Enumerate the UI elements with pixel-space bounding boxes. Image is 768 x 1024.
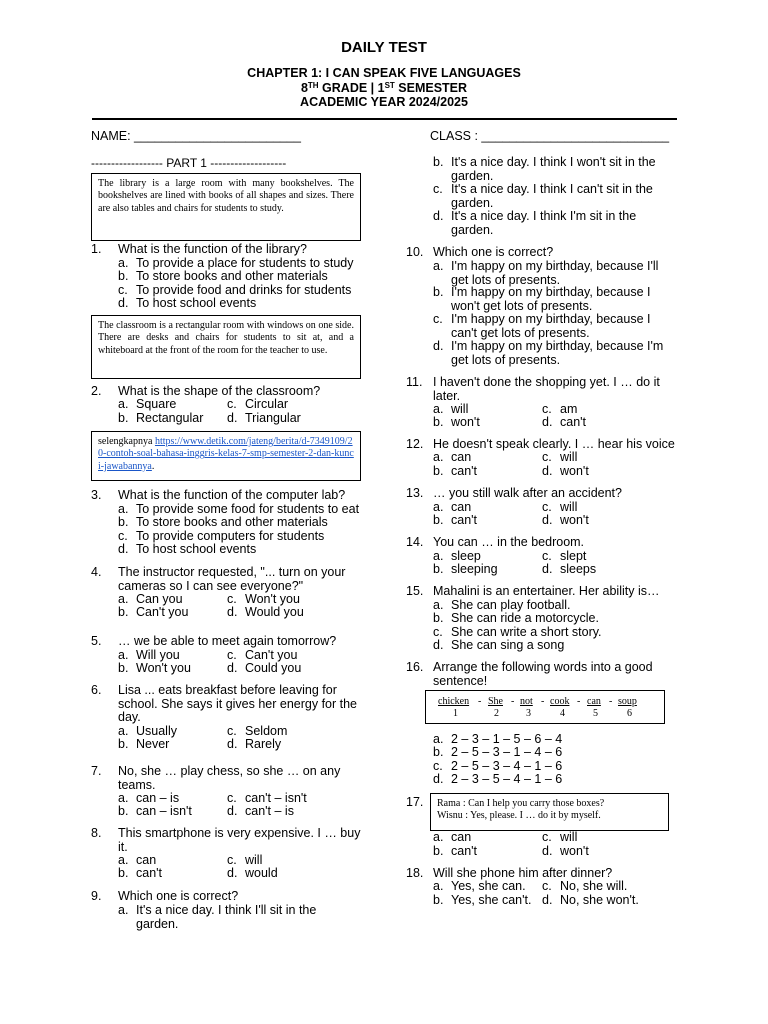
option-text: Yes, she can't. bbox=[451, 893, 532, 907]
option-letter: d. bbox=[227, 866, 238, 880]
question-text: He doesn't speak clearly. I … hear his voice bbox=[433, 437, 675, 451]
question-text-line1: The instructor requested, "... turn on your bbox=[118, 565, 346, 579]
option-text: can – is bbox=[136, 791, 180, 805]
option-letter: a. bbox=[433, 259, 444, 273]
question-number: 15. bbox=[406, 584, 424, 598]
word-5-number: 5 bbox=[593, 708, 598, 719]
option-text-line2: garden. bbox=[451, 195, 494, 210]
question-number: 10. bbox=[406, 245, 424, 259]
option-text: Rarely bbox=[245, 737, 282, 751]
question-text-line2: sentence! bbox=[433, 673, 488, 688]
option-text: To provide food and drinks for students bbox=[136, 283, 352, 297]
word-5: can bbox=[587, 696, 601, 707]
option-text: Can you bbox=[136, 592, 183, 606]
option-letter: a. bbox=[118, 791, 129, 805]
option-letter: b. bbox=[433, 844, 444, 858]
option-letter: d. bbox=[227, 661, 238, 675]
question-number: 3. bbox=[91, 488, 102, 502]
question-text-line1: This smartphone is very expensive. I … buy bbox=[118, 826, 361, 840]
option-letter: c. bbox=[433, 759, 443, 773]
question-number: 13. bbox=[406, 486, 424, 500]
question-text: … you still walk after an accident? bbox=[433, 486, 622, 500]
option-letter: d. bbox=[542, 844, 553, 858]
word-box bbox=[425, 690, 665, 724]
option-letter: d. bbox=[542, 562, 553, 576]
option-text: can't bbox=[451, 844, 478, 858]
option-text: can bbox=[451, 450, 472, 464]
option-text: can't bbox=[451, 513, 478, 527]
word-1: chicken bbox=[438, 696, 470, 707]
option-text: To provide computers for students bbox=[136, 529, 325, 543]
option-text: am bbox=[560, 402, 578, 416]
chapter-title: CHAPTER 1: I CAN SPEAK FIVE LANGUAGES bbox=[247, 66, 521, 80]
option-letter: b. bbox=[118, 605, 129, 619]
question-text-line1: No, she … play chess, so she … on any bbox=[118, 764, 341, 778]
option-text-line2: can't get lots of presents. bbox=[451, 325, 590, 340]
option-text: can't bbox=[451, 464, 478, 478]
option-letter: b. bbox=[433, 464, 444, 478]
question-number: 7. bbox=[91, 764, 102, 778]
option-letter: c. bbox=[542, 450, 552, 464]
option-text-line1: I'm happy on my birthday, because I bbox=[451, 285, 651, 299]
question-text-line3: day. bbox=[118, 710, 141, 724]
option-letter: a. bbox=[118, 256, 129, 270]
option-letter: c. bbox=[542, 830, 552, 844]
option-text: can't bbox=[136, 866, 163, 880]
option-letter: b. bbox=[433, 285, 444, 299]
option-letter: a. bbox=[433, 598, 444, 612]
question-text: Will she phone him after dinner? bbox=[433, 866, 613, 880]
option-letter: c. bbox=[542, 879, 552, 893]
class-field[interactable]: CLASS : ___________________________ bbox=[430, 129, 670, 143]
word-4: cook bbox=[550, 696, 570, 707]
option-letter: b. bbox=[118, 411, 129, 425]
option-text: can bbox=[136, 853, 157, 867]
dialogue-line-2: Wisnu : Yes, please. I … do it by myself. bbox=[437, 810, 601, 822]
question-text: What is the shape of the classroom? bbox=[118, 384, 321, 398]
option-text: Won't you bbox=[245, 592, 300, 606]
option-text: Never bbox=[136, 737, 170, 751]
option-text: slept bbox=[560, 549, 587, 563]
option-text: 2 – 3 – 1 – 5 – 6 – 4 bbox=[451, 732, 563, 746]
option-letter: a. bbox=[433, 402, 444, 416]
option-letter: d. bbox=[118, 542, 129, 556]
word-3-number: 3 bbox=[526, 708, 531, 719]
option-text: can't bbox=[560, 415, 587, 429]
option-letter: a. bbox=[118, 592, 129, 606]
option-letter: b. bbox=[118, 737, 129, 751]
option-letter: b. bbox=[433, 513, 444, 527]
option-text: will bbox=[560, 450, 578, 464]
option-letter: d. bbox=[227, 411, 238, 425]
option-text: can – isn't bbox=[136, 804, 192, 818]
option-letter: a. bbox=[433, 549, 444, 563]
option-letter: b. bbox=[433, 745, 444, 759]
option-text: can bbox=[451, 500, 472, 514]
question-text: What is the function of the computer lab? bbox=[118, 488, 346, 502]
option-letter: b. bbox=[433, 893, 444, 907]
question-text-line2: school. She says it gives her energy for the bbox=[118, 696, 358, 711]
question-number: 2. bbox=[91, 384, 102, 398]
semester-text: SEMESTER bbox=[394, 81, 468, 95]
grade-num: 8 bbox=[300, 81, 308, 95]
dialogue-box bbox=[430, 793, 669, 831]
option-letter: b. bbox=[118, 515, 129, 529]
option-letter: a. bbox=[118, 853, 129, 867]
question-text-line1: I haven't done the shopping yet. I … do it bbox=[433, 375, 660, 389]
question-text-line1: Arrange the following words into a good bbox=[433, 660, 653, 674]
option-letter: a. bbox=[433, 500, 444, 514]
option-letter: d. bbox=[542, 464, 553, 478]
question-text-line1: Lisa ... eats breakfast before leaving for bbox=[118, 683, 337, 697]
question-number: 18. bbox=[406, 866, 424, 880]
question-number: 1. bbox=[91, 242, 102, 256]
word-1-number: 1 bbox=[453, 708, 458, 719]
option-letter: d. bbox=[227, 605, 238, 619]
option-letter: b. bbox=[118, 269, 129, 283]
option-text-line1: It's a nice day. I think I can't sit in the bbox=[451, 182, 653, 196]
question-text: Which one is correct? bbox=[433, 245, 554, 259]
question-number: 8. bbox=[91, 826, 102, 840]
option-text: will bbox=[560, 500, 578, 514]
option-letter: c. bbox=[227, 724, 237, 738]
source-prefix: selengkapnya bbox=[98, 436, 155, 447]
semester-sup: ST bbox=[384, 81, 395, 90]
grade-text: GRADE | 1 bbox=[318, 81, 385, 95]
option-letter: c. bbox=[542, 402, 552, 416]
word-2: She bbox=[488, 696, 503, 707]
option-letter: d. bbox=[542, 893, 553, 907]
option-text-line2: won't get lots of presents. bbox=[451, 298, 593, 313]
option-letter: c. bbox=[433, 625, 443, 639]
option-text-line1: I'm happy on my birthday, because I'll bbox=[451, 259, 659, 273]
question-text-line2: teams. bbox=[118, 777, 156, 792]
option-text: She can ride a motorcycle. bbox=[451, 611, 599, 625]
option-text: will bbox=[560, 830, 578, 844]
option-text-line2: get lots of presents. bbox=[451, 352, 561, 367]
option-letter: b. bbox=[118, 866, 129, 880]
option-text-line1: I'm happy on my birthday, because I bbox=[451, 312, 651, 326]
question-number: 16. bbox=[406, 660, 424, 674]
dash-1: - bbox=[478, 696, 482, 707]
option-letter: c. bbox=[227, 791, 237, 805]
academic-year: ACADEMIC YEAR 2024/2025 bbox=[300, 95, 468, 109]
option-text: Yes, she can. bbox=[451, 879, 526, 893]
question-text: Which one is correct? bbox=[118, 889, 239, 903]
option-text: To host school events bbox=[136, 296, 257, 310]
option-text: would bbox=[245, 866, 278, 880]
option-letter: b. bbox=[118, 661, 129, 675]
option-letter: d. bbox=[433, 209, 444, 223]
source-link[interactable]: https://www.detik.com/jateng/berita/d-7349109/20-contoh-soal-bahasa-inggris-kelas-7-smp-semester-2-dan-kunci-jawabannya bbox=[98, 436, 354, 472]
option-letter: c. bbox=[433, 182, 443, 196]
option-text: She can sing a song bbox=[451, 638, 565, 652]
option-letter: c. bbox=[227, 853, 237, 867]
option-letter: d. bbox=[118, 296, 129, 310]
option-letter: d. bbox=[433, 638, 444, 652]
option-text: To provide a place for students to study bbox=[136, 256, 354, 270]
option-letter: a. bbox=[118, 502, 129, 516]
dash-2: - bbox=[511, 696, 515, 707]
option-text-line1: It's a nice day. I think I'm sit in the bbox=[451, 209, 637, 223]
option-text: To provide some food for students to eat bbox=[136, 502, 360, 516]
question-text: Mahalini is an entertainer. Her ability is… bbox=[433, 584, 660, 598]
header-divider bbox=[92, 118, 677, 120]
option-text-line2: garden. bbox=[136, 916, 179, 931]
question-number: 17. bbox=[406, 795, 424, 809]
option-text: 2 – 3 – 5 – 4 – 1 – 6 bbox=[451, 772, 563, 786]
word-2-number: 2 bbox=[494, 708, 499, 719]
option-letter: c. bbox=[118, 529, 128, 543]
option-letter: d. bbox=[433, 772, 444, 786]
option-text: Won't you bbox=[136, 661, 191, 675]
option-text: can bbox=[451, 830, 472, 844]
option-text: She can play football. bbox=[451, 598, 571, 612]
option-letter: a. bbox=[433, 732, 444, 746]
dash-4: - bbox=[577, 696, 581, 707]
option-text: can't – isn't bbox=[245, 791, 307, 805]
option-text: won't bbox=[560, 513, 589, 527]
question-text: You can … in the bedroom. bbox=[433, 535, 585, 549]
option-letter: d. bbox=[542, 513, 553, 527]
option-text: sleeping bbox=[451, 562, 498, 576]
option-letter: a. bbox=[433, 450, 444, 464]
option-text: Can't you bbox=[245, 648, 298, 662]
word-4-number: 4 bbox=[560, 708, 565, 719]
option-letter: c. bbox=[227, 592, 237, 606]
word-6-number: 6 bbox=[627, 708, 632, 719]
option-letter: c. bbox=[542, 549, 552, 563]
option-letter: a. bbox=[118, 397, 129, 411]
option-text: Usually bbox=[136, 724, 177, 738]
option-letter: c. bbox=[227, 648, 237, 662]
dash-5: - bbox=[609, 696, 613, 707]
question-number: 4. bbox=[91, 565, 102, 579]
grade-sup: TH bbox=[307, 81, 319, 90]
option-letter: b. bbox=[118, 804, 129, 818]
option-text: won't bbox=[451, 415, 480, 429]
question-text: … we be able to meet again tomorrow? bbox=[118, 634, 337, 648]
grade-line bbox=[0, 81, 768, 95]
option-text: Can't you bbox=[136, 605, 189, 619]
option-letter: c. bbox=[542, 500, 552, 514]
option-text-line2: garden. bbox=[451, 168, 494, 183]
option-letter: b. bbox=[433, 611, 444, 625]
question-text-line2: it. bbox=[118, 839, 128, 854]
option-letter: d. bbox=[542, 415, 553, 429]
library-passage: The library is a large room with many bookshelves. The bookshelves are lined with books of all shapes and sizes. There are also tables and chairs for students to study. bbox=[91, 173, 361, 241]
option-text: No, she won't. bbox=[560, 893, 639, 907]
option-text: won't bbox=[560, 464, 589, 478]
option-letter: a. bbox=[118, 648, 129, 662]
option-letter: a. bbox=[433, 879, 444, 893]
option-text: will bbox=[245, 853, 263, 867]
question-text-line2: cameras so I can see everyone?" bbox=[118, 578, 304, 593]
word-3: not bbox=[520, 696, 533, 707]
option-text-line2: get lots of presents. bbox=[451, 272, 561, 287]
option-letter: c. bbox=[227, 397, 237, 411]
option-text: can't – is bbox=[245, 804, 294, 818]
option-text: To store books and other materials bbox=[136, 269, 328, 283]
option-text: will bbox=[451, 402, 469, 416]
option-letter: b. bbox=[433, 562, 444, 576]
question-number: 5. bbox=[91, 634, 102, 648]
part-heading: ------------------ PART 1 ------------------- bbox=[91, 156, 287, 170]
dialogue-line-1: Rama : Can I help you carry those boxes? bbox=[437, 798, 605, 809]
option-letter: c. bbox=[118, 283, 128, 297]
option-letter: c. bbox=[433, 312, 443, 326]
option-text: sleep bbox=[451, 549, 481, 563]
question-number: 9. bbox=[91, 889, 102, 903]
option-text: No, she will. bbox=[560, 879, 628, 893]
option-text: 2 – 5 – 3 – 4 – 1 – 6 bbox=[451, 759, 563, 773]
option-letter: d. bbox=[227, 804, 238, 818]
question-number: 11. bbox=[406, 375, 423, 389]
option-text: Rectangular bbox=[136, 411, 204, 425]
word-6: soup bbox=[618, 696, 637, 707]
option-text: sleeps bbox=[560, 562, 597, 576]
option-letter: a. bbox=[118, 724, 129, 738]
dash-3: - bbox=[541, 696, 545, 707]
option-letter: a. bbox=[118, 903, 129, 917]
question-text-line2: later. bbox=[433, 388, 461, 403]
name-field[interactable]: NAME: ________________________ bbox=[91, 129, 301, 143]
word-table bbox=[426, 691, 666, 725]
source-suffix: . bbox=[151, 460, 155, 472]
option-text: Could you bbox=[245, 661, 302, 675]
option-text: Would you bbox=[245, 605, 304, 619]
option-text: Circular bbox=[245, 397, 289, 411]
source-link-box bbox=[91, 431, 361, 481]
option-text: Seldom bbox=[245, 724, 288, 738]
option-text: Will you bbox=[136, 648, 180, 662]
question-number: 6. bbox=[91, 683, 102, 697]
question-number: 12. bbox=[406, 437, 424, 451]
option-text: 2 – 5 – 3 – 1 – 4 – 6 bbox=[451, 745, 563, 759]
option-letter: d. bbox=[433, 339, 444, 353]
option-text: To host school events bbox=[136, 542, 257, 556]
option-text: Square bbox=[136, 397, 177, 411]
option-text-line1: It's a nice day. I think I won't sit in the bbox=[451, 155, 656, 169]
question-text: What is the function of the library? bbox=[118, 242, 307, 256]
classroom-passage: The classroom is a rectangular room with windows on one side. There are desks and chairs for students to sit at, and a whiteboard at the front of the room for the teacher to use. bbox=[91, 315, 361, 379]
question-number: 14. bbox=[406, 535, 424, 549]
option-letter: b. bbox=[433, 415, 444, 429]
option-text: won't bbox=[560, 844, 589, 858]
option-text-line1: I'm happy on my birthday, because I'm bbox=[451, 339, 664, 353]
option-text: To store books and other materials bbox=[136, 515, 328, 529]
option-text-line2: garden. bbox=[451, 222, 494, 237]
option-letter: a. bbox=[433, 830, 444, 844]
page-title: DAILY TEST bbox=[341, 39, 427, 56]
option-text: She can write a short story. bbox=[451, 625, 602, 639]
option-letter: b. bbox=[433, 155, 444, 169]
option-text-line1: It's a nice day. I think I'll sit in the bbox=[136, 903, 317, 917]
option-text: Triangular bbox=[245, 411, 301, 425]
option-letter: d. bbox=[227, 737, 238, 751]
